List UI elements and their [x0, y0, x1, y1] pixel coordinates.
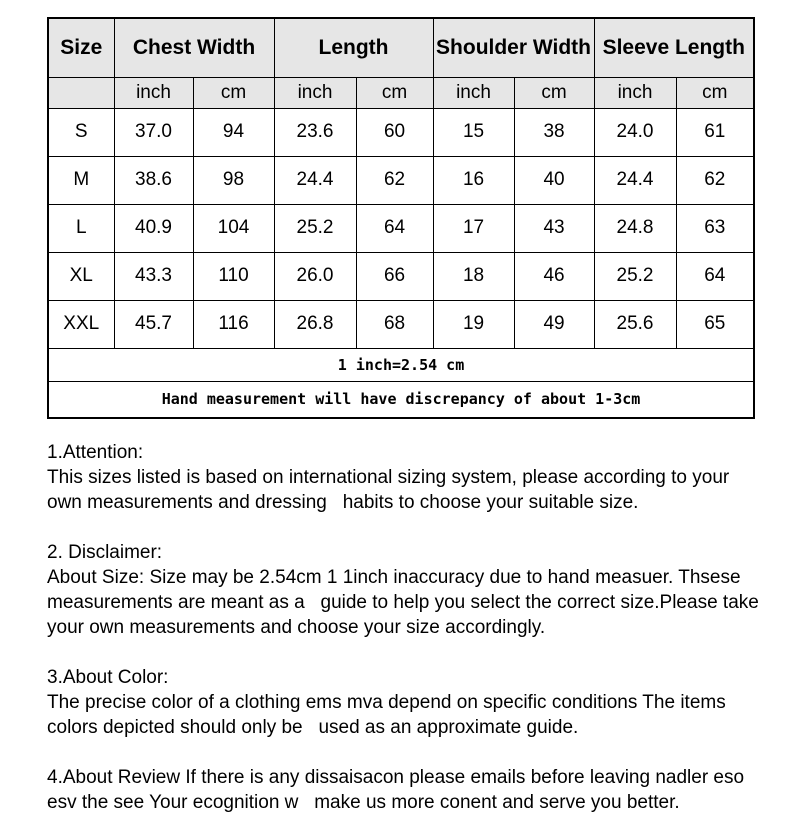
chest-inch-cell: 38.6 — [114, 156, 193, 204]
inch-conversion-note: 1 inch=2.54 cm — [48, 348, 754, 381]
paragraph-heading: 3.About Color: — [47, 667, 169, 688]
length-inch-cell: 25.2 — [274, 204, 356, 252]
chest-cm-cell: 104 — [193, 204, 274, 252]
shoulder-inch-cell: 17 — [433, 204, 514, 252]
header-length: Length — [274, 18, 433, 77]
table-row-s — [48, 108, 754, 156]
size-cell: S — [48, 108, 114, 156]
paragraph-disclaimer — [47, 540, 764, 640]
table-row-l — [48, 204, 754, 252]
subheader-empty-cell — [48, 77, 114, 108]
length-cm-cell: 68 — [356, 300, 433, 348]
shoulder-inch-cell: 19 — [433, 300, 514, 348]
sleeve-cm-cell: 64 — [676, 252, 754, 300]
note-row-inch-conversion — [48, 348, 754, 381]
table-row-xl — [48, 252, 754, 300]
unit-shoulder-cm: cm — [514, 77, 594, 108]
sleeve-cm-cell: 65 — [676, 300, 754, 348]
paragraph-attention — [47, 440, 764, 515]
chest-inch-cell: 43.3 — [114, 252, 193, 300]
sleeve-cm-cell: 63 — [676, 204, 754, 252]
paragraph-heading: 1.Attention: — [47, 442, 144, 463]
paragraph-about-color — [47, 665, 764, 740]
shoulder-cm-cell: 38 — [514, 108, 594, 156]
unit-length-inch: inch — [274, 77, 356, 108]
sleeve-inch-cell: 25.2 — [594, 252, 676, 300]
header-chest-width: Chest Width — [114, 18, 274, 77]
sleeve-inch-cell: 24.4 — [594, 156, 676, 204]
length-cm-cell: 62 — [356, 156, 433, 204]
size-cell: L — [48, 204, 114, 252]
length-inch-cell: 24.4 — [274, 156, 356, 204]
chest-inch-cell: 45.7 — [114, 300, 193, 348]
header-sleeve-length: Sleeve Length — [594, 18, 754, 77]
paragraph-body: This sizes listed is based on international sizing system, please according to your own measurements and dressing habits to choose your suitable size. — [47, 467, 735, 513]
unit-chest-cm: cm — [193, 77, 274, 108]
shoulder-inch-cell: 18 — [433, 252, 514, 300]
header-shoulder-width: Shoulder Width — [433, 18, 594, 77]
shoulder-inch-cell: 16 — [433, 156, 514, 204]
unit-sleeve-cm: cm — [676, 77, 754, 108]
disclaimer-text-block — [47, 440, 764, 815]
length-cm-cell: 66 — [356, 252, 433, 300]
unit-sleeve-inch: inch — [594, 77, 676, 108]
size-cell: M — [48, 156, 114, 204]
unit-shoulder-inch: inch — [433, 77, 514, 108]
chest-cm-cell: 98 — [193, 156, 274, 204]
sleeve-inch-cell: 24.0 — [594, 108, 676, 156]
hand-measurement-note: Hand measurement will have discrepancy of about 1-3cm — [48, 381, 754, 418]
paragraph-about-review — [47, 765, 764, 815]
sleeve-inch-cell: 24.8 — [594, 204, 676, 252]
shoulder-cm-cell: 49 — [514, 300, 594, 348]
paragraph-body: The precise color of a clothing ems mva depend on specific conditions The items colors depicted should only be used as an approximate guide. — [47, 692, 732, 738]
size-chart-table — [47, 17, 755, 419]
paragraph-heading: 2. Disclaimer: — [47, 542, 163, 563]
chest-inch-cell: 40.9 — [114, 204, 193, 252]
table-row-xxl — [48, 300, 754, 348]
header-size: Size — [48, 18, 114, 77]
length-cm-cell: 60 — [356, 108, 433, 156]
chest-inch-cell: 37.0 — [114, 108, 193, 156]
chest-cm-cell: 110 — [193, 252, 274, 300]
paragraph-body: About Size: Size may be 2.54cm 1 1inch inaccuracy due to hand measuer. Thsese measurements are meant as a guide to help you select the correct size.Please take your own measurements and choose your size accordingly. — [47, 567, 765, 638]
shoulder-cm-cell: 40 — [514, 156, 594, 204]
shoulder-cm-cell: 43 — [514, 204, 594, 252]
table-unit-row — [48, 77, 754, 108]
paragraph-body: 4.About Review If there is any dissaisacon please emails before leaving nadler eso esv the see Your ecognition w make us more conent and serve you better. — [47, 767, 750, 813]
size-cell: XL — [48, 252, 114, 300]
chest-cm-cell: 94 — [193, 108, 274, 156]
unit-chest-inch: inch — [114, 77, 193, 108]
length-inch-cell: 26.8 — [274, 300, 356, 348]
sleeve-cm-cell: 61 — [676, 108, 754, 156]
table-header-row — [48, 18, 754, 77]
length-cm-cell: 64 — [356, 204, 433, 252]
size-cell: XXL — [48, 300, 114, 348]
chest-cm-cell: 116 — [193, 300, 274, 348]
sleeve-inch-cell: 25.6 — [594, 300, 676, 348]
unit-length-cm: cm — [356, 77, 433, 108]
length-inch-cell: 23.6 — [274, 108, 356, 156]
length-inch-cell: 26.0 — [274, 252, 356, 300]
note-row-hand-measurement — [48, 381, 754, 418]
shoulder-cm-cell: 46 — [514, 252, 594, 300]
shoulder-inch-cell: 15 — [433, 108, 514, 156]
sleeve-cm-cell: 62 — [676, 156, 754, 204]
table-row-m — [48, 156, 754, 204]
